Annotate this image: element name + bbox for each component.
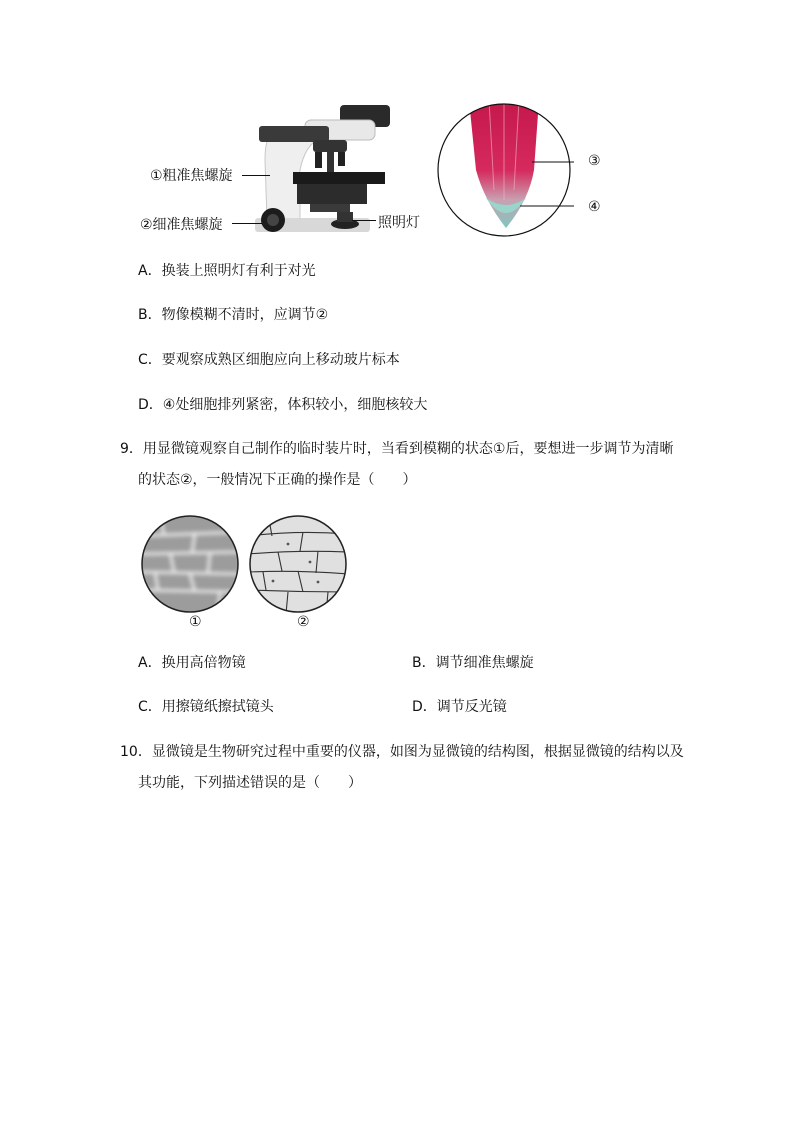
label-fine-focus: ②细准焦螺旋 xyxy=(140,217,223,233)
q9-option-d: D．调节反光镜 xyxy=(412,699,507,715)
q10-stem-line1: 10．显微镜是生物研究过程中重要的仪器，如图为显微镜的结构图，根据显微镜的结构以及 xyxy=(120,744,684,760)
root-tip-image xyxy=(434,100,574,240)
blurry-cells-image xyxy=(140,514,240,614)
q9-option-b: B．调节细准焦螺旋 xyxy=(412,655,534,671)
q9-stem-line2: 的状态②，一般情况下正确的操作是（ ） xyxy=(138,472,417,488)
label-4: ④ xyxy=(588,199,601,215)
root-tip-figure xyxy=(434,100,574,240)
leader-line xyxy=(242,175,270,176)
label-3: ③ xyxy=(588,153,601,169)
q10-stem-line2: 其功能，下列描述错误的是（ ） xyxy=(138,775,362,791)
fig-label-1: ① xyxy=(189,614,202,630)
fig-label-2: ② xyxy=(297,614,310,630)
leader-line xyxy=(352,220,376,221)
q8-option-b: B．物像模糊不清时，应调节② xyxy=(138,307,329,323)
clear-cells-figure xyxy=(248,514,348,614)
leader-line xyxy=(232,223,262,224)
label-lamp: 照明灯 xyxy=(378,215,420,231)
q9-option-c: C．用擦镜纸擦拭镜头 xyxy=(138,699,274,715)
blurry-cells-figure xyxy=(140,514,240,614)
q9-stem-line1: 9．用显微镜观察自己制作的临时装片时，当看到模糊的状态①后，要想进一步调节为清晰 xyxy=(120,441,674,457)
clear-cells-image xyxy=(248,514,348,614)
q8-option-d: D．④处细胞排列紧密，体积较小，细胞核较大 xyxy=(138,397,428,413)
q8-option-c: C．要观察成熟区细胞应向上移动玻片标本 xyxy=(138,352,400,368)
q9-option-a: A．换用高倍物镜 xyxy=(138,655,246,671)
q8-option-a: A．换装上照明灯有利于对光 xyxy=(138,263,316,279)
label-coarse-focus: ①粗准焦螺旋 xyxy=(150,168,233,184)
